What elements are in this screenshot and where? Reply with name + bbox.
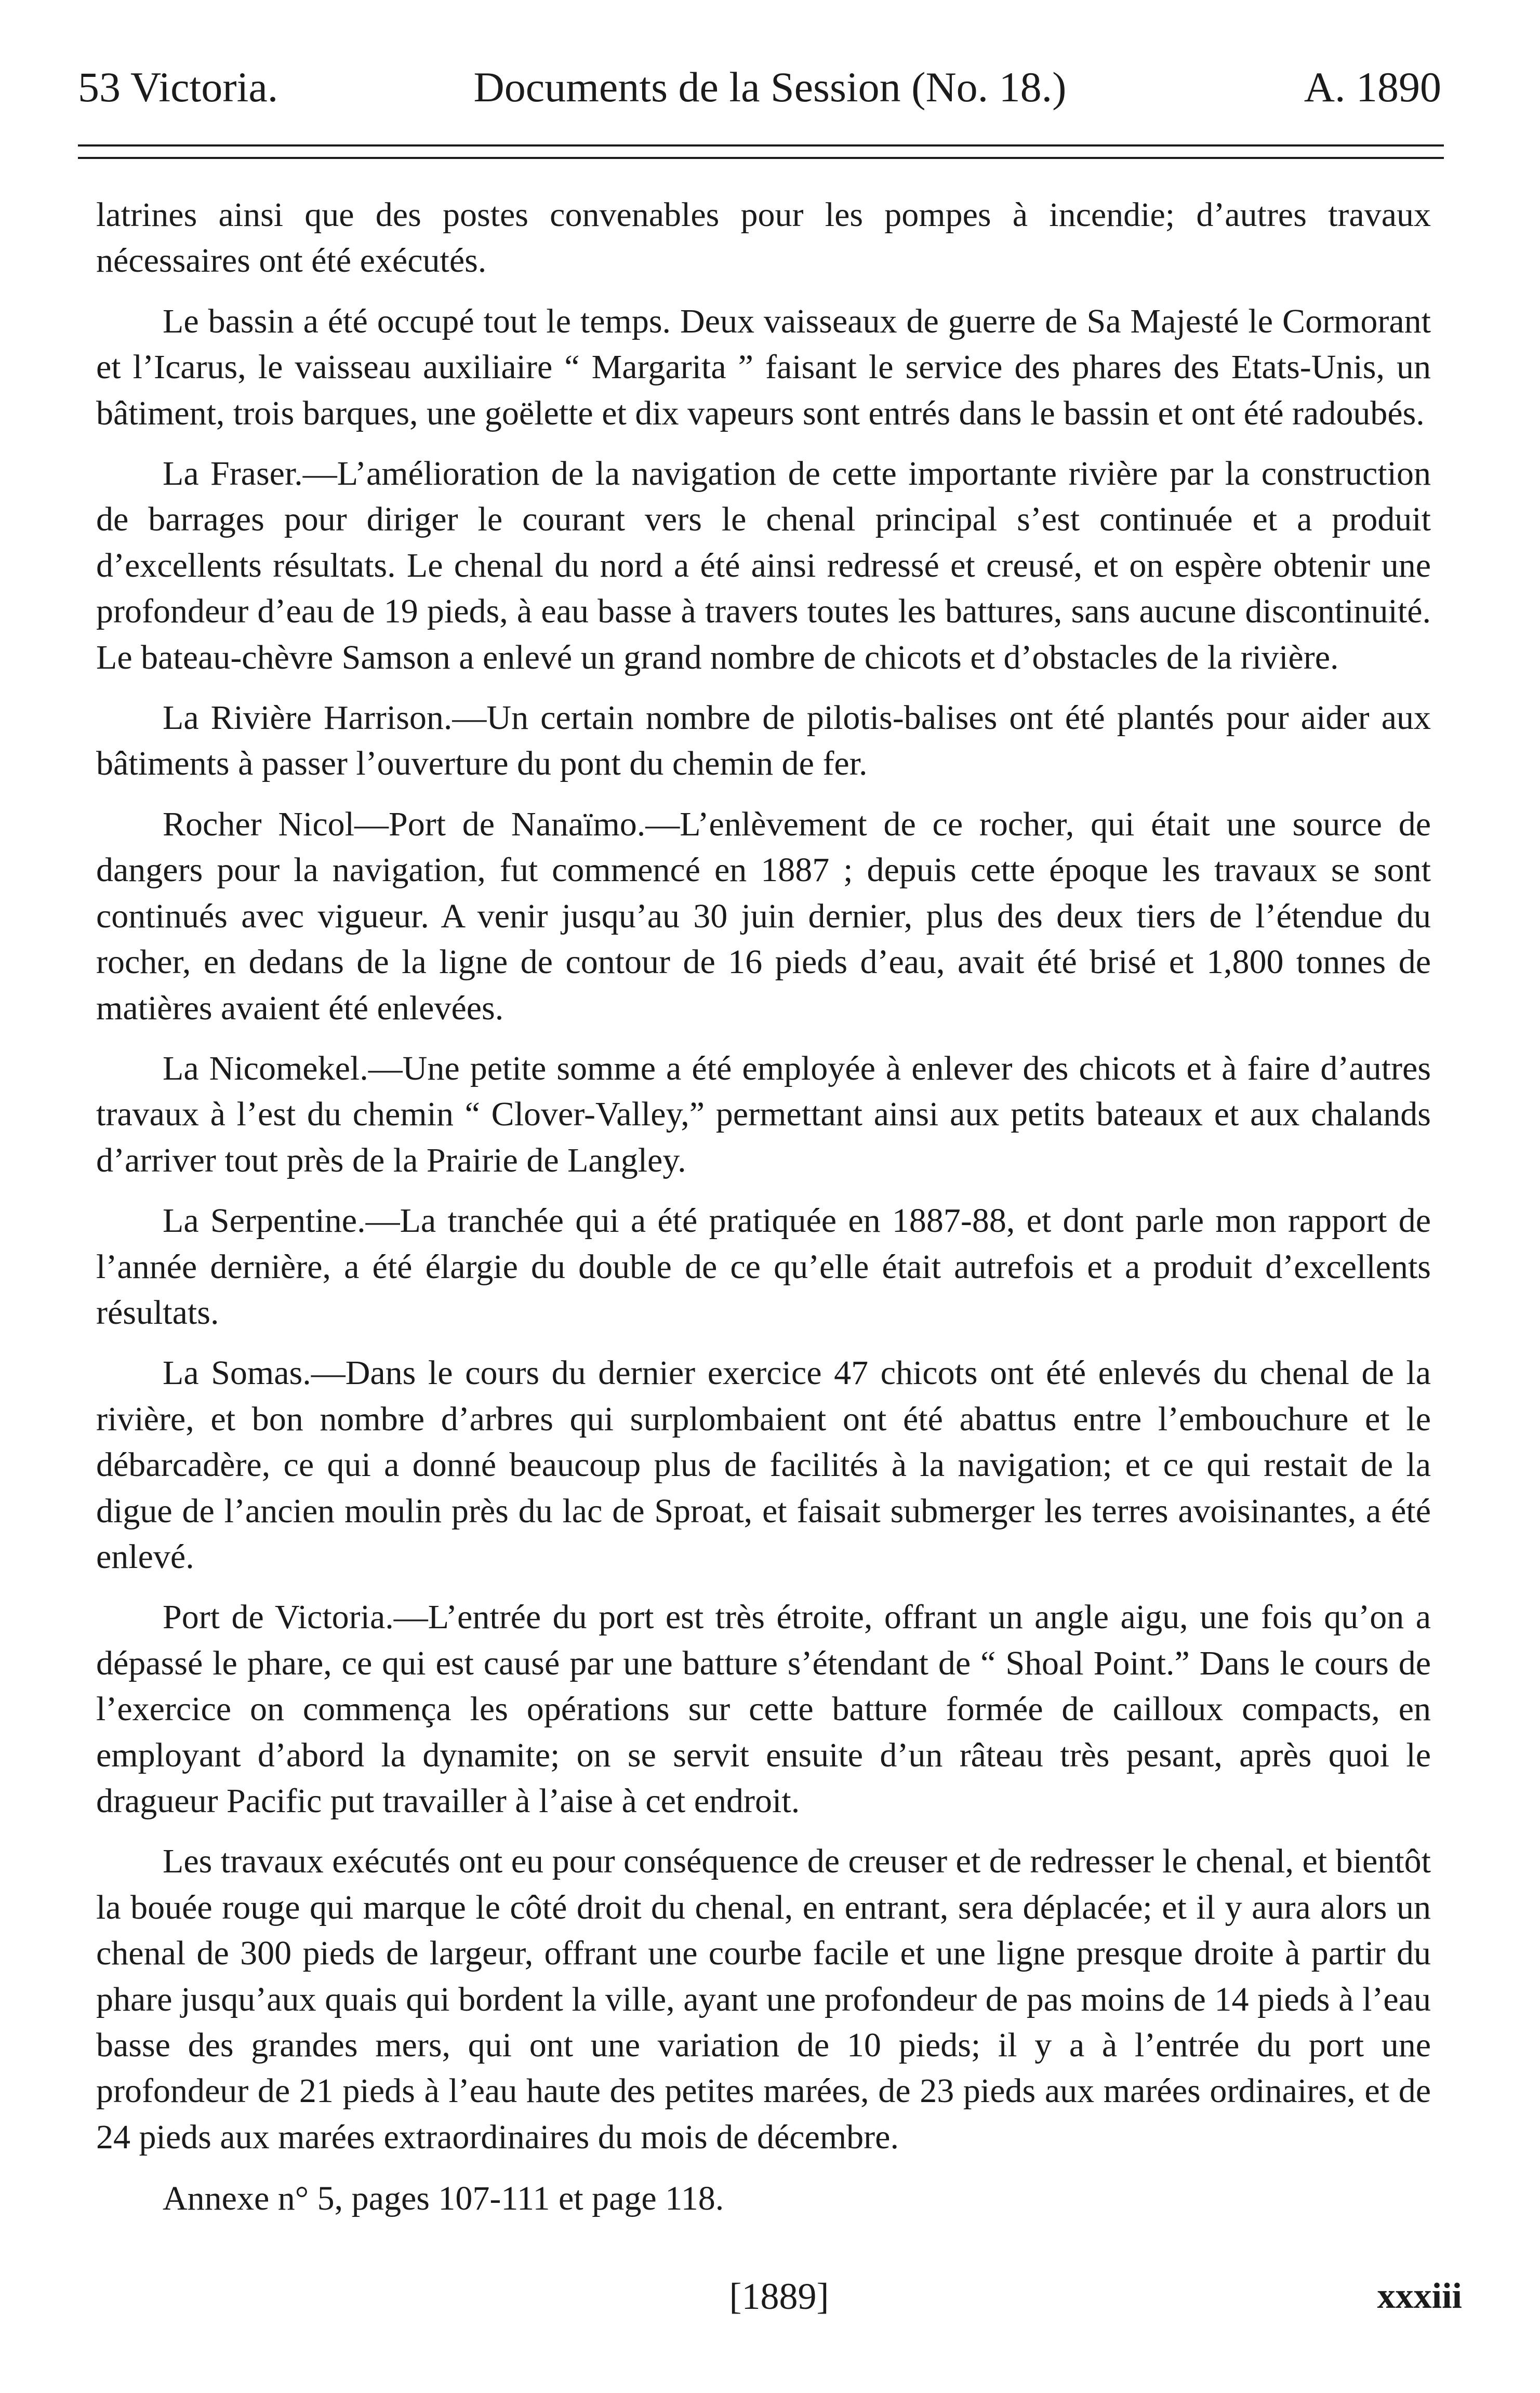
paragraph-serpentine: La Serpentine.—La tranchée qui a été pratiquée en 1887-88, et dont parle mon rapport de l’année dernière, a été élargie du double de ce qu’elle était autrefois et a produit d’excellents résultats. [96,1202,1431,1332]
header-rule-bottom [78,157,1444,159]
body-text [96,192,1431,2237]
page-footer [96,2268,1462,2325]
paragraph-rocher-nicol: Rocher Nicol—Port de Nanaïmo.—L’enlèvement de ce rocher, qui était une source de dangers pour la navigation, fut commencé en 1887 ; depuis cette époque les travaux se sont continués avec vigueur. A venir jusqu’au 30 juin dernier, plus des deux tiers de l’étendue du rocher, en dedans de la ligne de contour de 16 pieds d’eau, avait été brisé et 1,800 tonnes de matières avaient été enlevées. [96,805,1431,1027]
paragraph-fraser: La Fraser.—L’amélioration de la navigation de cette importante rivière par la construction de barrages pour diriger le courant vers le chenal principal s’est continuée et a produit d’excellents résultats. Le chenal du nord a été ainsi redressé et creusé, et on espère obtenir une profondeur d’eau de 19 pieds, à eau basse à travers toutes les battures, sans aucune discontinuité. Le bateau-chèvre Samson a enlevé un grand nombre de chicots et d’obstacles de la rivière. [96,455,1431,676]
footer-year: [1889] [729,2276,829,2317]
header-rule-top [78,144,1444,147]
paragraph-continuation: latrines ainsi que des postes convenables pour les pompes à incendie; d’autres travaux nécessaires ont été exécutés. [96,196,1431,280]
header-volume: 53 Victoria. [78,63,278,111]
paragraph-somas: La Somas.—Dans le cours du dernier exercice 47 chicots ont été enlevés du chenal de la rivière, et bon nombre d’arbres qui surplombaient ont été abattus entre l’embouchure et le débarcadère, ce qui a donné beaucoup plus de facilités à la navigation; et ce qui restait de la digue de l’ancien moulin près du lac de Sproat, et faisait submerger les terres avoisinantes, a été enlevé. [96,1354,1431,1576]
header-year: A. 1890 [1304,63,1441,111]
paragraph-travaux: Les travaux exécutés ont eu pour conséquence de creuser et de redresser le chenal, et bientôt la bouée rouge qui marque le côté droit du chenal, en entrant, sera déplacée; et il y aura alors un chenal de 300 pieds de largeur, offrant une courbe facile et une ligne presque droite à partir du phare jusqu’aux quais qui bordent la ville, ayant une profondeur de pas moins de 14 pieds à l’eau basse des grandes mers, qui ont une variation de 10 pieds; il y a à l’entrée du port une profondeur de 21 pieds à l’eau haute des petites marées, de 23 pieds aux marées ordinaires, et de 24 pieds aux marées extraordinaires du mois de décembre. [96,1842,1431,2156]
paragraph-harrison: La Rivière Harrison.—Un certain nombre de pilotis-balises ont été plantés pour aider aux bâtiments à passer l’ouverture du pont du chemin de fer. [96,699,1431,783]
paragraph-nicomekel: La Nicomekel.—Une petite somme a été employée à enlever des chicots et à faire d’autres travaux à l’est du chemin “ Clover-Valley,” permettant ainsi aux petits bateaux et aux chalands d’arriver tout près de la Prairie de Langley. [96,1049,1431,1179]
paragraph-bassin: Le bassin a été occupé tout le temps. Deux vaisseaux de guerre de Sa Majesté le Cormorant et l’Icarus, le vaisseau auxiliaire “ Margarita ” faisant le service des phares des Etats-Unis, un bâtiment, trois barques, une goëlette et dix vapeurs sont entrés dans le bassin et ont été radoubés. [96,302,1431,432]
paragraph-port-victoria: Port de Victoria.—L’entrée du port est très étroite, offrant un angle aigu, une fois qu’on a dépassé le phare, ce qui est causé par une batture s’étendant de “ Shoal Point.” Dans le cours de l’exercice on commença les opérations sur cette batture formée de cailloux compacts, en employant d’abord la dynamite; on se servit ensuite d’un râteau très pesant, après quoi le dragueur Pacific put travailler à l’aise à cet endroit. [96,1598,1431,1820]
paragraph-annexe: Annexe n° 5, pages 107-111 et page 118. [163,2179,724,2218]
running-header [78,56,1462,118]
page-number: xxxiii [1377,2276,1462,2316]
header-title: Documents de la Session (No. 18.) [473,63,1067,111]
